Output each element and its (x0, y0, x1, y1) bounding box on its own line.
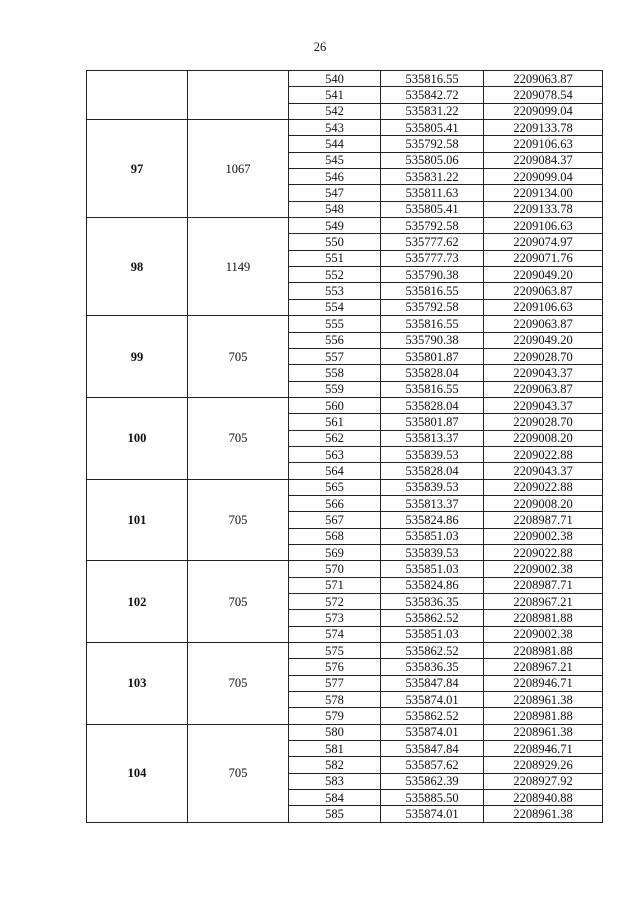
area-cell: 1149 (188, 218, 289, 316)
x-coordinate-cell: 535805.41 (381, 120, 484, 136)
y-coordinate-cell: 2209099.04 (484, 169, 603, 185)
table-row (87, 316, 603, 332)
table-row (87, 71, 603, 87)
x-coordinate-cell: 535805.06 (381, 152, 484, 168)
point-number-cell: 574 (289, 626, 381, 642)
y-coordinate-cell: 2209022.88 (484, 479, 603, 495)
table-row (87, 120, 603, 136)
x-coordinate-cell: 535862.52 (381, 643, 484, 659)
y-coordinate-cell: 2209063.87 (484, 316, 603, 332)
y-coordinate-cell: 2209049.20 (484, 332, 603, 348)
y-coordinate-cell: 2209008.20 (484, 430, 603, 446)
y-coordinate-cell: 2208961.38 (484, 692, 603, 708)
point-number-cell: 555 (289, 316, 381, 332)
x-coordinate-cell: 535851.03 (381, 561, 484, 577)
x-coordinate-cell: 535874.01 (381, 692, 484, 708)
x-coordinate-cell: 535790.38 (381, 332, 484, 348)
point-number-cell: 549 (289, 218, 381, 234)
area-cell: 705 (188, 643, 289, 725)
y-coordinate-cell: 2208961.38 (484, 806, 603, 822)
y-coordinate-cell: 2208987.71 (484, 577, 603, 593)
parcel-number-cell: 104 (87, 724, 188, 822)
y-coordinate-cell: 2208987.71 (484, 512, 603, 528)
y-coordinate-cell: 2209002.38 (484, 528, 603, 544)
point-number-cell: 583 (289, 773, 381, 789)
point-number-cell: 570 (289, 561, 381, 577)
point-number-cell: 543 (289, 120, 381, 136)
point-number-cell: 581 (289, 741, 381, 757)
x-coordinate-cell: 535801.87 (381, 414, 484, 430)
x-coordinate-cell: 535828.04 (381, 397, 484, 413)
x-coordinate-cell: 535811.63 (381, 185, 484, 201)
x-coordinate-cell: 535831.22 (381, 169, 484, 185)
point-number-cell: 569 (289, 544, 381, 560)
y-coordinate-cell: 2208981.88 (484, 610, 603, 626)
parcel-number-cell: 103 (87, 643, 188, 725)
x-coordinate-cell: 535777.73 (381, 250, 484, 266)
table-row (87, 643, 603, 659)
y-coordinate-cell: 2209106.63 (484, 218, 603, 234)
x-coordinate-cell: 535777.62 (381, 234, 484, 250)
x-coordinate-cell: 535836.35 (381, 659, 484, 675)
point-number-cell: 558 (289, 365, 381, 381)
x-coordinate-cell: 535801.87 (381, 348, 484, 364)
point-number-cell: 542 (289, 103, 381, 119)
point-number-cell: 575 (289, 643, 381, 659)
point-number-cell: 580 (289, 724, 381, 740)
y-coordinate-cell: 2209063.87 (484, 71, 603, 87)
point-number-cell: 564 (289, 463, 381, 479)
x-coordinate-cell: 535816.55 (381, 381, 484, 397)
parcel-number-cell: 102 (87, 561, 188, 643)
point-number-cell: 582 (289, 757, 381, 773)
y-coordinate-cell: 2209134.00 (484, 185, 603, 201)
y-coordinate-cell: 2209008.20 (484, 495, 603, 511)
parcel-number-cell: 98 (87, 218, 188, 316)
x-coordinate-cell: 535857.62 (381, 757, 484, 773)
y-coordinate-cell: 2209078.54 (484, 87, 603, 103)
area-cell: 705 (188, 479, 289, 561)
y-coordinate-cell: 2209043.37 (484, 365, 603, 381)
x-coordinate-cell: 535847.84 (381, 741, 484, 757)
x-coordinate-cell: 535862.39 (381, 773, 484, 789)
y-coordinate-cell: 2208946.71 (484, 675, 603, 691)
y-coordinate-cell: 2209133.78 (484, 201, 603, 217)
x-coordinate-cell: 535836.35 (381, 594, 484, 610)
point-number-cell: 559 (289, 381, 381, 397)
x-coordinate-cell: 535805.41 (381, 201, 484, 217)
y-coordinate-cell: 2209043.37 (484, 463, 603, 479)
table-row (87, 561, 603, 577)
point-number-cell: 557 (289, 348, 381, 364)
point-number-cell: 544 (289, 136, 381, 152)
area-cell: 1067 (188, 120, 289, 218)
y-coordinate-cell: 2209063.87 (484, 283, 603, 299)
point-number-cell: 577 (289, 675, 381, 691)
y-coordinate-cell: 2209099.04 (484, 103, 603, 119)
point-number-cell: 552 (289, 267, 381, 283)
area-cell: 705 (188, 724, 289, 822)
y-coordinate-cell: 2208929.26 (484, 757, 603, 773)
x-coordinate-cell: 535824.86 (381, 577, 484, 593)
point-number-cell: 553 (289, 283, 381, 299)
point-number-cell: 562 (289, 430, 381, 446)
x-coordinate-cell: 535816.55 (381, 71, 484, 87)
x-coordinate-cell: 535885.50 (381, 790, 484, 806)
point-number-cell: 578 (289, 692, 381, 708)
y-coordinate-cell: 2209084.37 (484, 152, 603, 168)
y-coordinate-cell: 2209002.38 (484, 626, 603, 642)
area-cell (188, 71, 289, 120)
point-number-cell: 579 (289, 708, 381, 724)
y-coordinate-cell: 2209028.70 (484, 414, 603, 430)
y-coordinate-cell: 2209133.78 (484, 120, 603, 136)
y-coordinate-cell: 2209002.38 (484, 561, 603, 577)
coordinates-table-body (87, 71, 603, 823)
point-number-cell: 566 (289, 495, 381, 511)
area-cell: 705 (188, 397, 289, 479)
y-coordinate-cell: 2209022.88 (484, 446, 603, 462)
x-coordinate-cell: 535839.53 (381, 479, 484, 495)
y-coordinate-cell: 2208967.21 (484, 659, 603, 675)
parcel-number-cell: 101 (87, 479, 188, 561)
table-row (87, 218, 603, 234)
point-number-cell: 548 (289, 201, 381, 217)
point-number-cell: 550 (289, 234, 381, 250)
parcel-number-cell: 100 (87, 397, 188, 479)
table-row (87, 397, 603, 413)
x-coordinate-cell: 535816.55 (381, 283, 484, 299)
parcel-number-cell (87, 71, 188, 120)
point-number-cell: 585 (289, 806, 381, 822)
point-number-cell: 565 (289, 479, 381, 495)
x-coordinate-cell: 535813.37 (381, 430, 484, 446)
point-number-cell: 568 (289, 528, 381, 544)
y-coordinate-cell: 2209074.97 (484, 234, 603, 250)
point-number-cell: 572 (289, 594, 381, 610)
x-coordinate-cell: 535792.58 (381, 218, 484, 234)
x-coordinate-cell: 535839.53 (381, 446, 484, 462)
point-number-cell: 546 (289, 169, 381, 185)
x-coordinate-cell: 535851.03 (381, 528, 484, 544)
x-coordinate-cell: 535851.03 (381, 626, 484, 642)
x-coordinate-cell: 535862.52 (381, 708, 484, 724)
parcel-number-cell: 97 (87, 120, 188, 218)
point-number-cell: 540 (289, 71, 381, 87)
y-coordinate-cell: 2208961.38 (484, 724, 603, 740)
x-coordinate-cell: 535813.37 (381, 495, 484, 511)
y-coordinate-cell: 2208940.88 (484, 790, 603, 806)
x-coordinate-cell: 535874.01 (381, 806, 484, 822)
point-number-cell: 576 (289, 659, 381, 675)
x-coordinate-cell: 535824.86 (381, 512, 484, 528)
x-coordinate-cell: 535792.58 (381, 136, 484, 152)
point-number-cell: 547 (289, 185, 381, 201)
table-row (87, 724, 603, 740)
x-coordinate-cell: 535874.01 (381, 724, 484, 740)
point-number-cell: 571 (289, 577, 381, 593)
point-number-cell: 561 (289, 414, 381, 430)
point-number-cell: 573 (289, 610, 381, 626)
y-coordinate-cell: 2208981.88 (484, 643, 603, 659)
x-coordinate-cell: 535842.72 (381, 87, 484, 103)
point-number-cell: 541 (289, 87, 381, 103)
y-coordinate-cell: 2209028.70 (484, 348, 603, 364)
point-number-cell: 551 (289, 250, 381, 266)
area-cell: 705 (188, 316, 289, 398)
x-coordinate-cell: 535792.58 (381, 299, 484, 315)
table-row (87, 479, 603, 495)
y-coordinate-cell: 2209022.88 (484, 544, 603, 560)
x-coordinate-cell: 535828.04 (381, 365, 484, 381)
point-number-cell: 545 (289, 152, 381, 168)
x-coordinate-cell: 535816.55 (381, 316, 484, 332)
parcel-number-cell: 99 (87, 316, 188, 398)
y-coordinate-cell: 2209043.37 (484, 397, 603, 413)
x-coordinate-cell: 535790.38 (381, 267, 484, 283)
point-number-cell: 554 (289, 299, 381, 315)
y-coordinate-cell: 2208927.92 (484, 773, 603, 789)
y-coordinate-cell: 2208967.21 (484, 594, 603, 610)
y-coordinate-cell: 2209071.76 (484, 250, 603, 266)
x-coordinate-cell: 535847.84 (381, 675, 484, 691)
y-coordinate-cell: 2208946.71 (484, 741, 603, 757)
point-number-cell: 560 (289, 397, 381, 413)
y-coordinate-cell: 2208981.88 (484, 708, 603, 724)
y-coordinate-cell: 2209049.20 (484, 267, 603, 283)
y-coordinate-cell: 2209106.63 (484, 136, 603, 152)
point-number-cell: 556 (289, 332, 381, 348)
x-coordinate-cell: 535839.53 (381, 544, 484, 560)
page-number: 26 (313, 40, 327, 54)
area-cell: 705 (188, 561, 289, 643)
x-coordinate-cell: 535831.22 (381, 103, 484, 119)
coordinates-table (86, 70, 603, 823)
x-coordinate-cell: 535862.52 (381, 610, 484, 626)
point-number-cell: 584 (289, 790, 381, 806)
y-coordinate-cell: 2209063.87 (484, 381, 603, 397)
point-number-cell: 567 (289, 512, 381, 528)
x-coordinate-cell: 535828.04 (381, 463, 484, 479)
y-coordinate-cell: 2209106.63 (484, 299, 603, 315)
point-number-cell: 563 (289, 446, 381, 462)
